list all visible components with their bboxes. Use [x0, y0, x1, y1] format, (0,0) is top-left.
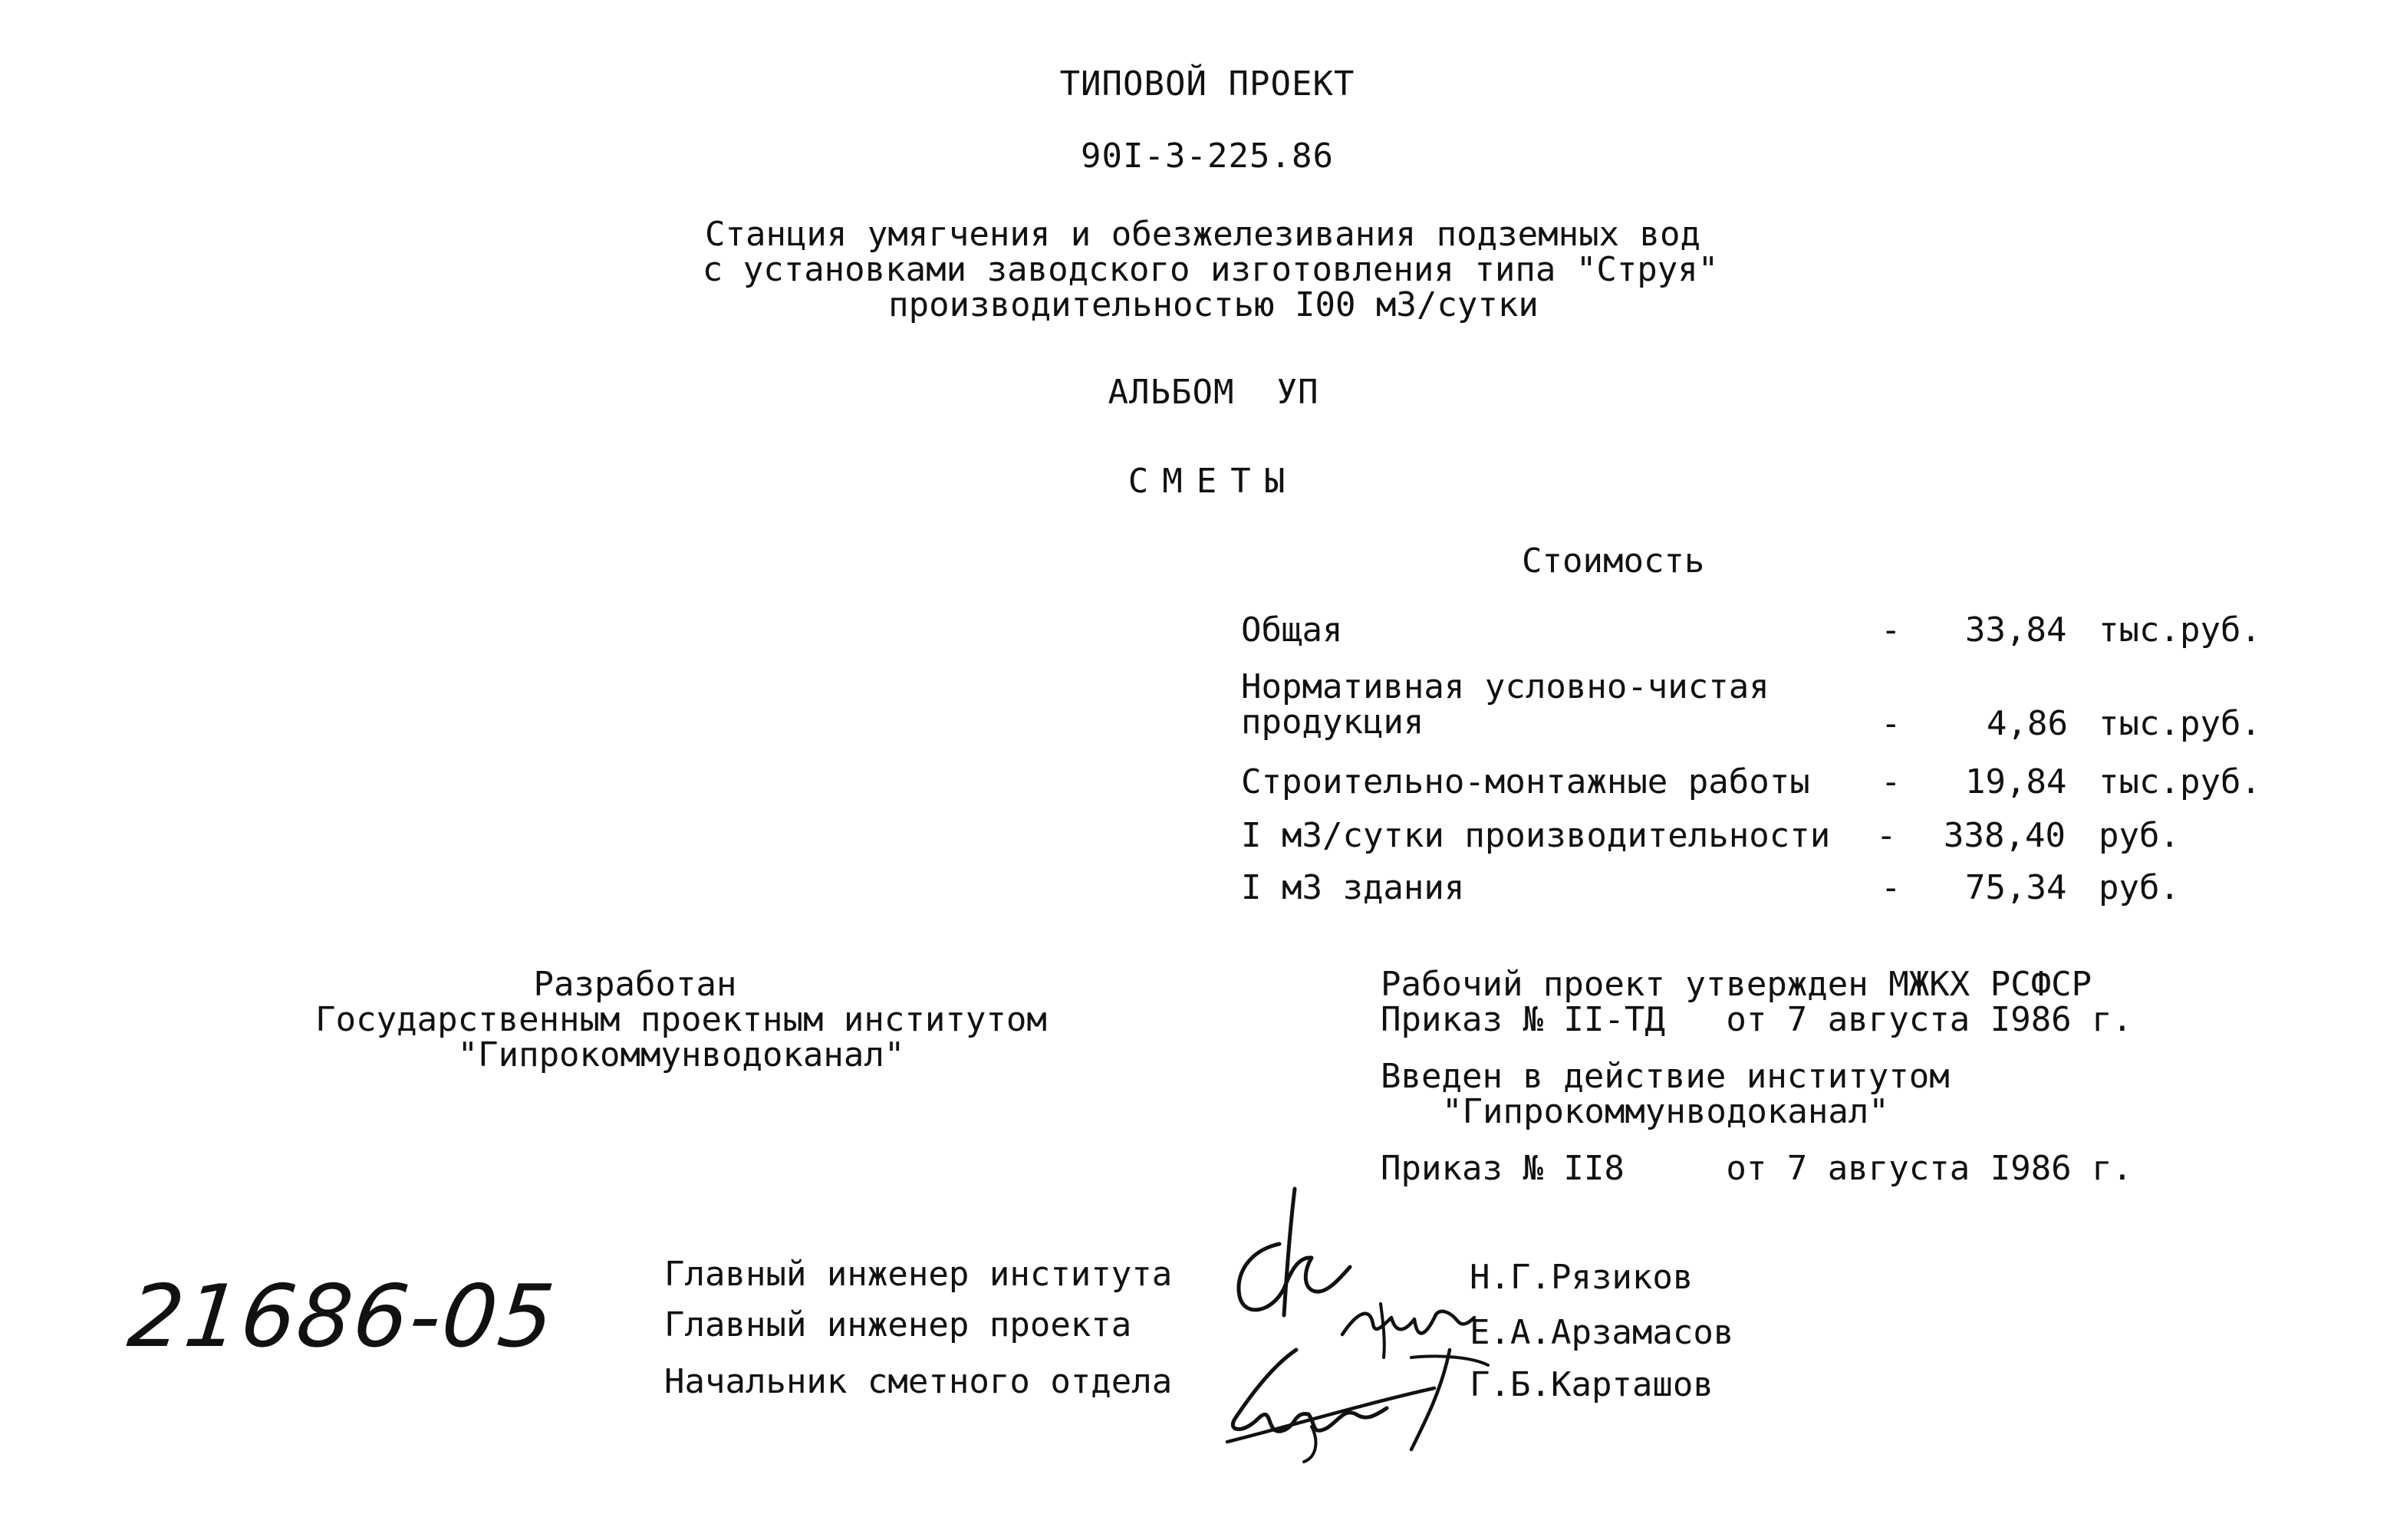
cost-item-unit: руб. [2099, 868, 2180, 907]
signatory-name: Г.Б.Карташов [1470, 1365, 1714, 1404]
signatory-title: Главный инженер проекта [664, 1305, 1132, 1344]
cost-item-value: 19,84 [1965, 762, 2067, 801]
approval-line: Рабочий проект утвержден МЖКХ РСФСР [1381, 965, 2092, 1004]
cost-item-value: 75,34 [1965, 868, 2067, 907]
approval-line: Введен в действие институтом [1381, 1057, 1950, 1096]
signatory-name: Е.А.Арзамасов [1470, 1313, 1734, 1352]
cost-item-label: I м3 здания [1241, 868, 1465, 907]
handwritten-archive-number: 21686-05 [123, 1267, 561, 1367]
cost-item-value: 338,40 [1944, 816, 2066, 855]
approval-line: "Гипрокоммунводоканал" [1442, 1092, 1889, 1131]
cost-item-unit: тыс.руб. [2099, 762, 2261, 801]
project-description-line: Станция умягчения и обезжелезивания подземных вод [704, 215, 1701, 254]
project-description-line: с установками заводского изготовления типа "Струя" [702, 250, 1719, 289]
project-type-heading: ТИПОВОЙ ПРОЕКТ [1059, 64, 1355, 104]
cost-item-value: 33,84 [1965, 610, 2067, 650]
developer-line: "Гипрокоммунводоканал" [457, 1035, 905, 1074]
developer-line: Разработан [533, 965, 737, 1004]
cost-heading: Стоимость [1522, 541, 1705, 581]
signatory-title: Начальник сметного отдела [664, 1362, 1173, 1401]
signatory-title: Главный инженер института [664, 1255, 1173, 1294]
project-number: 90I-3-225.86 [1081, 137, 1334, 176]
cost-item-value: 4,86 [1987, 704, 2068, 743]
approval-line: Приказ № II-ТД от 7 августа I986 г. [1381, 1000, 2133, 1039]
cost-item-label: Нормативная условно-чистая [1241, 667, 1770, 706]
cost-item-dash: - [1881, 610, 1901, 650]
cost-item-unit: тыс.руб. [2099, 610, 2261, 650]
cost-item-label: продукция [1241, 703, 1424, 742]
album-label: АЛЬБОМ УП [1108, 373, 1319, 412]
cost-item-label: Строительно-монтажные работы [1241, 762, 1810, 801]
cost-item-label: I м3/сутки производительности [1241, 816, 1831, 855]
cost-item-unit: тыс.руб. [2099, 704, 2261, 743]
cost-item-unit: руб. [2099, 816, 2180, 855]
cost-item-dash: - [1881, 762, 1901, 801]
cost-item-dash: - [1876, 816, 1897, 855]
developer-line: Государственным проектным институтом [315, 1000, 1047, 1039]
cost-item-dash: - [1881, 704, 1901, 743]
approval-line: Приказ № II8 от 7 августа I986 г. [1381, 1149, 2133, 1188]
signatory-name: Н.Г.Рязиков [1470, 1258, 1694, 1297]
cost-item-dash: - [1881, 868, 1901, 907]
project-description-line: производительностью I00 м3/сутки [888, 285, 1539, 324]
section-title: СМЕТЫ [1128, 462, 1299, 501]
signature-head-estimate-department [1181, 1334, 1503, 1465]
cost-item-label: Общая [1241, 610, 1343, 650]
